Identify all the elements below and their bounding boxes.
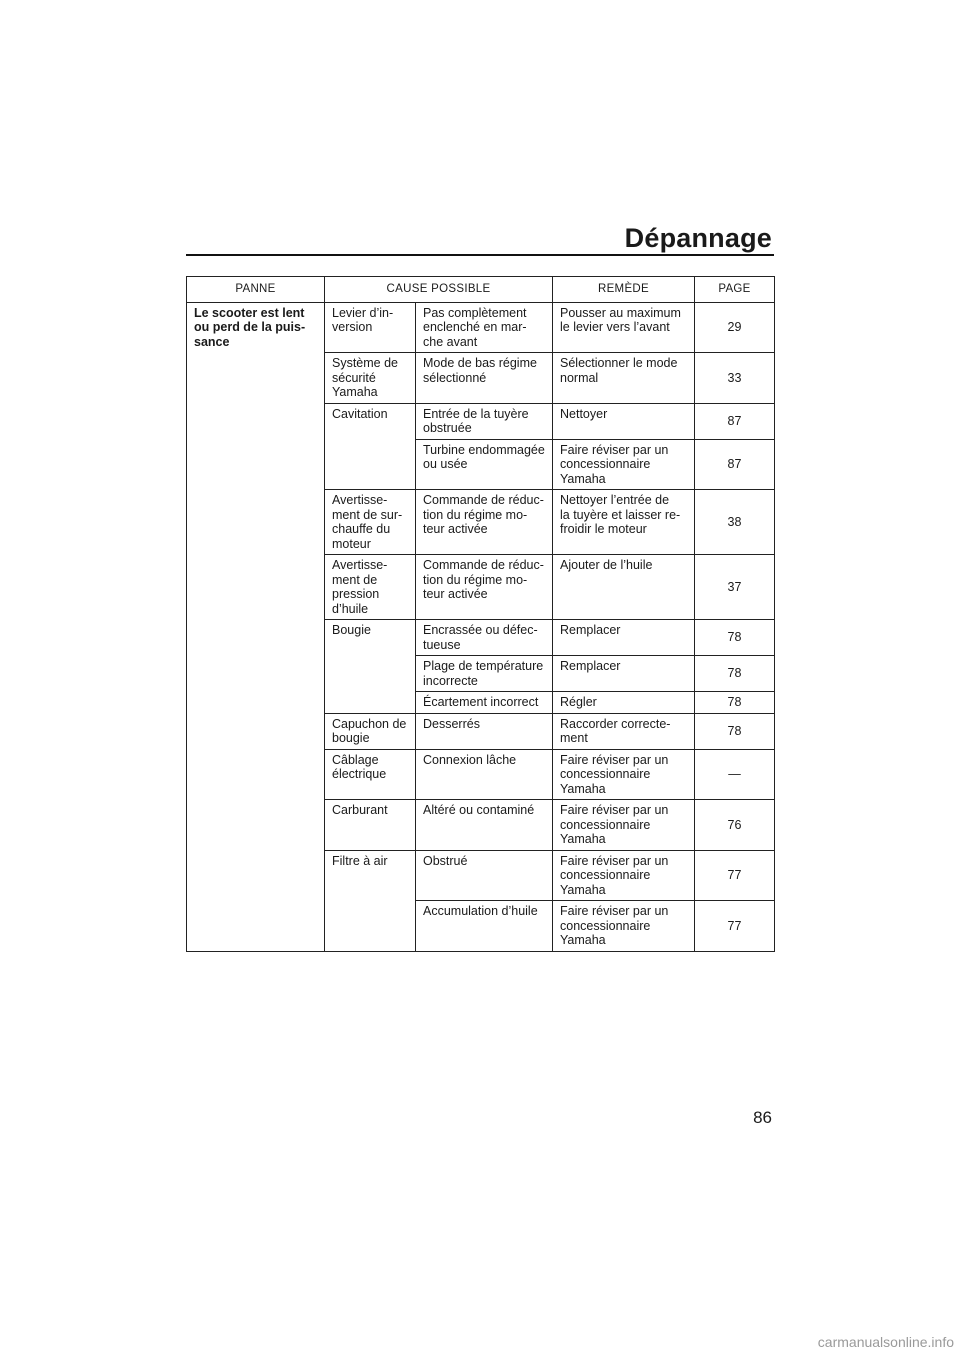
page-cell: 87 <box>695 403 775 439</box>
page-cell: 76 <box>695 800 775 851</box>
remede-cell: Pousser au maximum le levier vers l’avant <box>553 302 695 353</box>
detail-cell: Commande de réduc- tion du régime mo- teur activée <box>416 490 553 555</box>
remede-cell: Faire réviser par un concessionnaire Yamaha <box>553 901 695 952</box>
column-header-page: PAGE <box>695 277 775 303</box>
detail-cell: Obstrué <box>416 850 553 901</box>
cause-cell: Levier d’in- version <box>325 302 416 353</box>
cause-cell: Avertisse- ment de sur- chauffe du moteur <box>325 490 416 555</box>
page-title: Dépannage <box>624 223 772 253</box>
detail-cell: Desserrés <box>416 713 553 749</box>
detail-cell: Commande de réduc- tion du régime mo- teur activée <box>416 555 553 620</box>
panne-cell: Le scooter est lent ou perd de la puis- sance <box>187 302 325 951</box>
page-cell: 78 <box>695 656 775 692</box>
page-cell: 77 <box>695 901 775 952</box>
detail-cell: Connexion lâche <box>416 749 553 800</box>
page-cell: 78 <box>695 692 775 714</box>
cause-cell: Avertisse- ment de pression d’huile <box>325 555 416 620</box>
remede-cell: Remplacer <box>553 620 695 656</box>
remede-cell: Nettoyer <box>553 403 695 439</box>
cause-cell: Système de sécurité Yamaha <box>325 353 416 404</box>
page-cell: 37 <box>695 555 775 620</box>
cause-cell: Capuchon de bougie <box>325 713 416 749</box>
table-body <box>187 302 775 951</box>
page-cell: 77 <box>695 850 775 901</box>
cause-cell: Câblage électrique <box>325 749 416 800</box>
detail-cell: Encrassée ou défec- tueuse <box>416 620 553 656</box>
watermark-link[interactable]: carmanualsonline.info <box>817 1334 954 1350</box>
remede-cell: Sélectionner le mode normal <box>553 353 695 404</box>
page-cell: — <box>695 749 775 800</box>
detail-cell: Accumulation d’huile <box>416 901 553 952</box>
column-header-remede: REMÈDE <box>553 277 695 303</box>
page-cell: 78 <box>695 713 775 749</box>
remede-cell: Faire réviser par un concessionnaire Yamaha <box>553 439 695 490</box>
remede-cell: Nettoyer l’entrée de la tuyère et laisser re- froidir le moteur <box>553 490 695 555</box>
cause-cell: Filtre à air <box>325 850 416 951</box>
cause-cell: Bougie <box>325 620 416 714</box>
page-cell: 33 <box>695 353 775 404</box>
page-cell: 38 <box>695 490 775 555</box>
remede-cell: Faire réviser par un concessionnaire Yamaha <box>553 749 695 800</box>
page-cell: 29 <box>695 302 775 353</box>
detail-cell: Plage de température incorrecte <box>416 656 553 692</box>
cause-cell: Cavitation <box>325 403 416 490</box>
page-cell: 78 <box>695 620 775 656</box>
column-header-panne: PANNE <box>187 277 325 303</box>
remede-cell: Faire réviser par un concessionnaire Yamaha <box>553 850 695 901</box>
page-number: 86 <box>753 1108 772 1127</box>
troubleshooting-table <box>186 276 775 952</box>
page-cell: 87 <box>695 439 775 490</box>
detail-cell: Entrée de la tuyère obstruée <box>416 403 553 439</box>
table-row <box>187 302 775 353</box>
table-header-row <box>187 277 775 303</box>
detail-cell: Turbine endommagée ou usée <box>416 439 553 490</box>
column-header-cause: CAUSE POSSIBLE <box>325 277 553 303</box>
detail-cell: Écartement incorrect <box>416 692 553 714</box>
remede-cell: Régler <box>553 692 695 714</box>
remede-cell: Ajouter de l’huile <box>553 555 695 620</box>
remede-cell: Remplacer <box>553 656 695 692</box>
title-rule <box>186 254 774 256</box>
detail-cell: Pas complètement enclenché en mar- che avant <box>416 302 553 353</box>
detail-cell: Mode de bas régime sélectionné <box>416 353 553 404</box>
detail-cell: Altéré ou contaminé <box>416 800 553 851</box>
remede-cell: Raccorder correcte- ment <box>553 713 695 749</box>
remede-cell: Faire réviser par un concessionnaire Yamaha <box>553 800 695 851</box>
cause-cell: Carburant <box>325 800 416 851</box>
